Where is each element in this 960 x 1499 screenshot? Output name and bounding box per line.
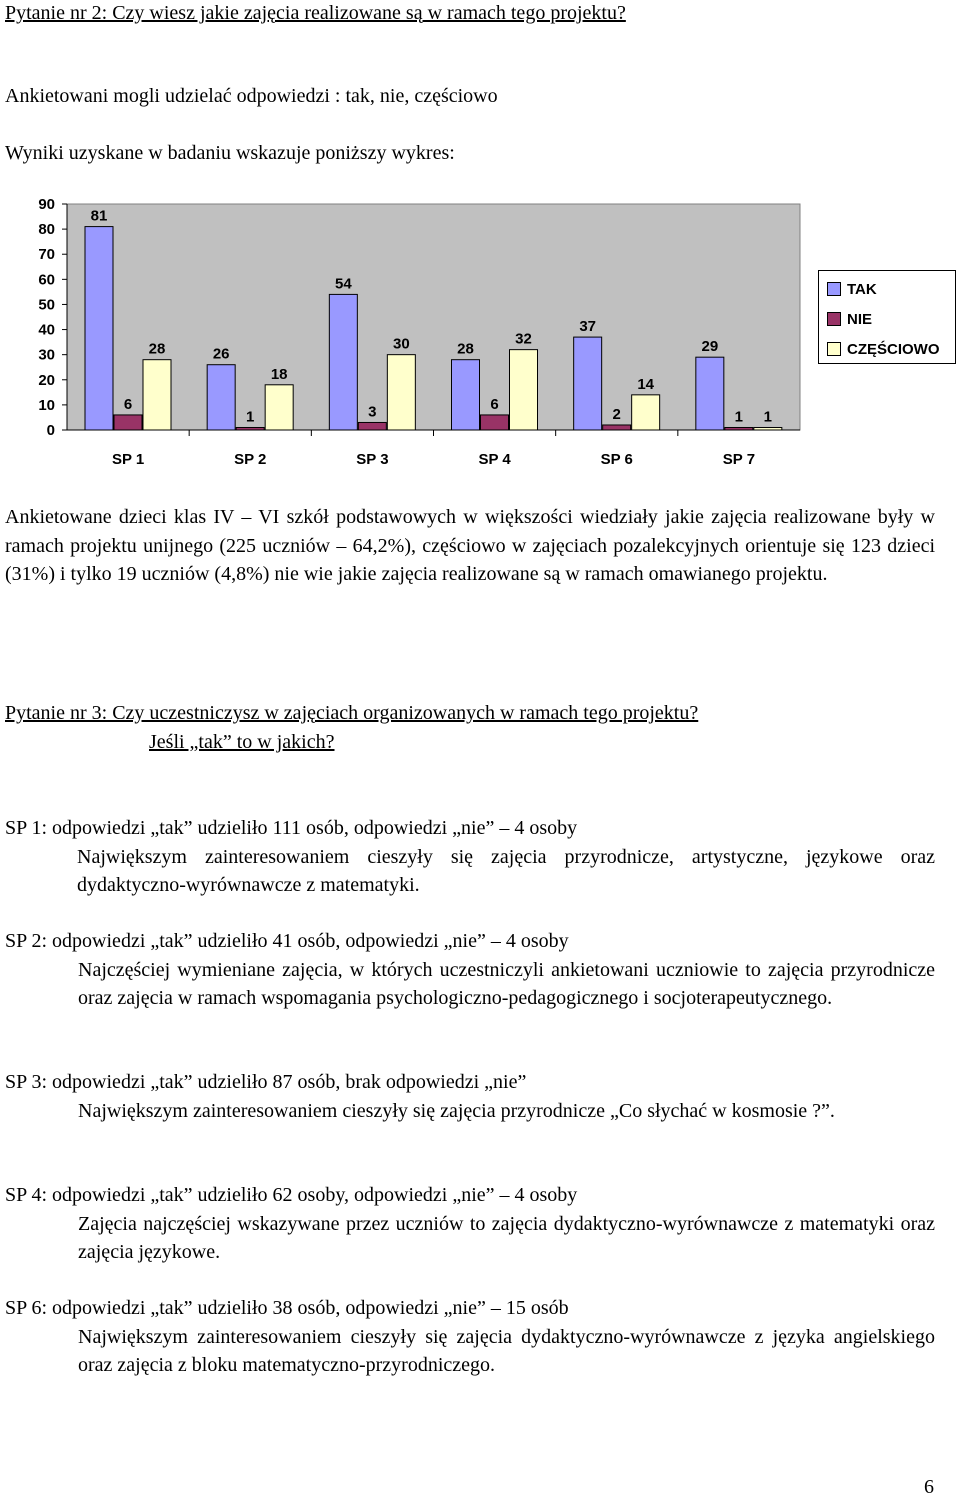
question-2-results-intro: Wyniki uzyskane w badaniu wskazuje poniższy wykres:	[5, 142, 455, 164]
question-3-title: Pytanie nr 3: Czy uczestniczysz w zajęciach organizowanych w ramach tego projektu?	[5, 702, 699, 724]
y-tick-label: 60	[38, 271, 55, 289]
data-label: 28	[148, 340, 166, 358]
data-label: 1	[245, 408, 255, 426]
legend-swatch-nie	[827, 312, 841, 326]
bar	[754, 427, 782, 430]
school-sp1	[5, 814, 935, 900]
plot-area	[67, 204, 800, 430]
bar	[236, 427, 264, 430]
data-label: 30	[392, 335, 410, 353]
school-sp2	[5, 927, 935, 1013]
school-sp3-summary: SP 3: odpowiedzi „tak” udzieliło 87 osób, brak odpowiedzi „nie”	[5, 1071, 527, 1093]
school-sp6-details: Największym zainteresowaniem cieszyły się zajęcia dydaktyczno-wyrównawcze z języka angielskiego oraz zajęcia z bloku matematyczno-przyrodniczego.	[78, 1325, 935, 1376]
data-label: 6	[490, 395, 499, 413]
analysis-paragraph: Ankietowane dzieci klas IV – VI szkół podstawowych w większości wiedziały jakie zajęcia realizowane były w ramach projektu unijnego (225 uczniów – 64,2%), częściowo w zajęciach pozalekcyjnych orientuje się 123 dzieci (31%) i tylko 19 uczniów (4,8%) nie wie jakie zajęcia realizowane są w ramach omawianego projektu.	[5, 506, 935, 585]
y-tick-label: 90	[38, 196, 55, 213]
x-category-label: SP 2	[234, 451, 267, 468]
school-sp2-summary: SP 2: odpowiedzi „tak” udzieliło 41 osób, odpowiedzi „nie” – 4 osoby	[5, 930, 569, 952]
school-sp3-details: Największym zainteresowaniem cieszyły się zajęcia przyrodnicze „Co słychać w kosmosie ?”.	[78, 1099, 835, 1122]
page-number: 6	[924, 1476, 934, 1498]
school-sp3	[5, 1068, 935, 1125]
data-label: 1	[763, 408, 773, 426]
bar	[696, 357, 724, 430]
bar	[452, 360, 480, 430]
y-tick-label: 20	[38, 371, 55, 389]
school-sp6	[5, 1294, 935, 1380]
question-2-info: Ankietowani mogli udzielać odpowiedzi : tak, nie, częściowo	[5, 85, 498, 107]
data-label: 28	[457, 340, 474, 358]
school-sp4-summary: SP 4: odpowiedzi „tak” udzieliło 62 osoby, odpowiedzi „nie” – 4 osoby	[5, 1184, 578, 1206]
bar	[510, 350, 538, 430]
legend-item-tak	[827, 279, 877, 299]
bar	[387, 355, 415, 430]
data-label: 54	[334, 275, 352, 293]
legend-swatch-tak	[827, 282, 841, 296]
bar	[143, 360, 171, 430]
y-tick-label: 0	[46, 422, 55, 439]
bar-chart	[0, 190, 810, 475]
y-tick-label: 10	[38, 396, 55, 414]
data-label: 26	[212, 345, 230, 363]
bar	[632, 395, 660, 430]
x-category-label: SP 7	[722, 451, 756, 468]
school-sp2-details: Najczęściej wymieniane zajęcia, w których uczestniczyli ankietowani uczniowie to zajęcia przyrodnicze oraz zajęcia w ramach wspomagania psychologiczno-pedagogicznego i socjoterapeutycznego.	[78, 958, 935, 1009]
legend-swatch-czesciowo	[827, 342, 841, 356]
bar	[603, 425, 631, 430]
school-sp6-summary: SP 6: odpowiedzi „tak” udzieliło 38 osób, odpowiedzi „nie” – 15 osób	[5, 1297, 569, 1319]
y-tick-label: 30	[38, 346, 55, 364]
y-tick-label: 80	[38, 221, 55, 239]
legend-label-nie: NIE	[847, 310, 873, 328]
x-category-label: SP 6	[600, 451, 633, 468]
school-sp4-details: Zajęcia najczęściej wskazywane przez uczniów to zajęcia dydaktyczno-wyrównawcze z matematyki oraz zajęcia językowe.	[78, 1212, 935, 1263]
legend-item-czesciowo	[827, 339, 940, 359]
y-tick-label: 70	[38, 246, 55, 264]
data-label: 1	[734, 408, 744, 426]
x-category-label: SP 1	[111, 451, 145, 468]
question-2-title: Pytanie nr 2: Czy wiesz jakie zajęcia realizowane są w ramach tego projektu?	[5, 2, 626, 24]
question-3-subtitle: Jeśli „tak” to w jakich?	[149, 731, 335, 753]
bar	[725, 427, 753, 430]
school-sp1-details: Największym zainteresowaniem cieszyły się zajęcia przyrodnicze, artystyczne, językowe oraz dydaktyczno-wyrównawcze z matematyki.	[77, 845, 935, 896]
bar	[207, 365, 235, 430]
school-sp1-summary: SP 1: odpowiedzi „tak” udzieliło 111 osób, odpowiedzi „nie” – 4 osoby	[5, 817, 578, 839]
bar	[329, 294, 357, 430]
data-label: 6	[123, 395, 133, 413]
data-label: 14	[637, 375, 655, 393]
legend-label-tak: TAK	[847, 280, 877, 298]
bar	[481, 415, 509, 430]
y-tick-label: 40	[38, 321, 55, 339]
data-label: 37	[579, 318, 597, 336]
bar	[265, 385, 293, 430]
bar	[85, 227, 113, 430]
bar	[114, 415, 142, 430]
data-label: 2	[612, 405, 621, 423]
legend-item-nie	[827, 309, 872, 329]
data-label: 29	[701, 338, 719, 356]
legend-label-czesciowo: CZĘŚCIOWO	[847, 340, 940, 358]
school-sp4	[5, 1181, 935, 1267]
data-label: 81	[90, 207, 108, 225]
x-category-label: SP 3	[356, 451, 389, 468]
data-label: 18	[270, 365, 288, 383]
bar	[574, 337, 602, 430]
data-label: 3	[368, 403, 377, 421]
x-category-label: SP 4	[478, 451, 511, 468]
bar	[358, 422, 386, 430]
chart-legend	[818, 270, 956, 364]
y-tick-label: 50	[38, 296, 55, 314]
data-label: 32	[515, 330, 532, 348]
